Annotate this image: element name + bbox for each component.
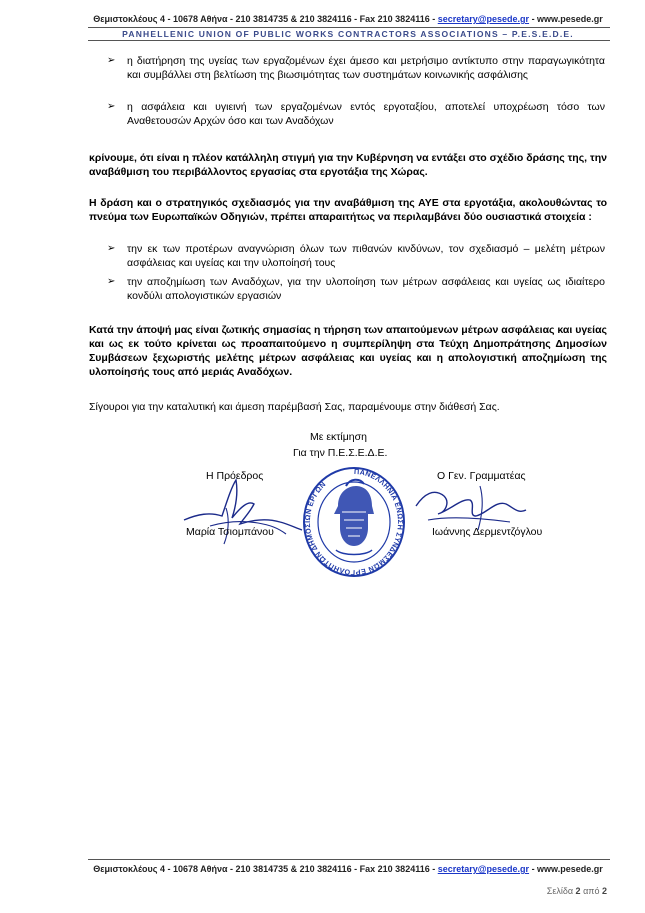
regards-text: Με εκτίμηση [310, 431, 367, 443]
page-current: 2 [575, 886, 581, 896]
page-middle: από [580, 886, 602, 896]
list-item-bullet-4 [107, 275, 605, 303]
header-email-link[interactable]: secretary@pesede.gr [437, 14, 530, 24]
paragraph-conclusion: κρίνουμε, ότι είναι η πλέον κατάλληλη στιγμή για την Κυβέρνηση να εντάξει στο σχέδιο δράσης της, την αναβάθμιση του περιβάλλοντος εργασίας στα εργοτάξια της Χώρας. [89, 152, 607, 178]
arrow-bullet-icon: ➢ [107, 243, 116, 254]
list-item-bullet-3 [107, 242, 605, 270]
president-title: Η Πρόεδρος [206, 470, 264, 482]
bullet-text: την αποζημίωση των Αναδόχων, για την υλοποίηση των μέτρων ασφάλειας και υγείας ως ιδιαίτερο κονδύλι απολογιστικών εργασιών [127, 276, 605, 302]
bullet-text: η διατήρηση της υγείας των εργαζομένων έχει άμεσο και μετρήσιμο αντίκτυπο στην παραγωγικότητα και συμβάλλει στη βελτίωση της βιωσιμότητας των συστημάτων κοινωνικής ασφάλισης [127, 55, 605, 81]
header-contact-line [88, 14, 608, 24]
header-address: Θεμιστοκλέους 4 - 10678 Αθήνα - 210 3814735 & 210 3824116 - Fax 210 3824116 - [93, 14, 438, 24]
organization-seal [302, 466, 406, 578]
bullet-text: την εκ των προτέρων αναγνώριση όλων των πιθανών κινδύνων, τον σχεδιασμό – μελέτη μέτρων ασφάλειας και υγείας και την υλοποίησή τους [127, 243, 605, 269]
page-number [547, 886, 607, 896]
footer-rule [88, 859, 610, 860]
header-rule-bottom [88, 40, 610, 41]
list-item-bullet-2 [107, 100, 605, 128]
arrow-bullet-icon: ➢ [107, 101, 116, 112]
footer-email-link[interactable]: secretary@pesede.gr [437, 864, 530, 874]
header-website[interactable]: - www.pesede.gr [529, 14, 603, 24]
president-name: Μαρία Τσιομπάνου [186, 526, 274, 538]
page-prefix: Σελίδα [546, 886, 576, 896]
bullet-text: η ασφάλεια και υγιεινή των εργαζομένων εντός εργοταξίου, αποτελεί υποχρέωση τόσο των Αναθετουσών Αρχών όσο και των Αναδόχων [127, 101, 605, 127]
secretary-title: Ο Γεν. Γραμματέας [437, 470, 526, 482]
organization-text: Για την Π.Ε.Σ.Ε.Δ.Ε. [293, 447, 388, 459]
list-item-bullet-1 [107, 54, 605, 82]
paragraph-strategy: Η δράση και ο στρατηγικός σχεδιασμός για την αναβάθμιση της ΑΥΕ στα εργοτάξια, ακολουθώντας το πνεύμα των Ευρωπαϊκών Οδηγιών, πρέπει απαραιτήτως να περιλαμβάνει δύο ουσιαστικά στοιχεία : [89, 197, 607, 223]
secretary-name: Ιωάννης Δερμεντζόγλου [432, 526, 543, 538]
footer-website[interactable]: - www.pesede.gr [529, 864, 603, 874]
header-rule [88, 27, 610, 28]
arrow-bullet-icon: ➢ [107, 276, 116, 287]
seal-text: ΠΑΝΕΛΛΗΝΙΑ ΕΝΩΣΗ ΣΥΝΔΕΣΜΩΝ ΕΡΓΟΛΗΠΤΩΝ ΔΗΜΟΣΙΩΝ ΕΡΓΩΝ [302, 466, 405, 578]
page-total: 2 [601, 886, 607, 896]
paragraph-opinion: Κατά την άποψή μας είναι ζωτικής σημασίας η τήρηση των απαιτούμενων μέτρων ασφάλειας και υγείας και ως εκ τούτο κρίνεται ως προαπαιτούμενο η συμπερίληψη στα Τεύχη Δημοπράτησης Δημοσίων Συμβάσεων ξεχωριστής μελέτης μέτρων ασφάλειας και υγείας και η απολογιστική αποζημίωση της υλοποίησής τους από μεριάς Αναδόχων. [89, 324, 607, 378]
closing-sentence: Σίγουροι για την καταλυτική και άμεση παρέμβασή Σας, παραμένουμε στην διάθεσή Σας. [89, 401, 500, 413]
header-union-name: PANHELLENIC UNION OF PUBLIC WORKS CONTRACTORS ASSOCIATIONS – P.E.S.E.D.E. [122, 29, 574, 39]
footer-contact-line [88, 864, 608, 874]
arrow-bullet-icon: ➢ [107, 55, 116, 66]
footer-address: Θεμιστοκλέους 4 - 10678 Αθήνα - 210 3814735 & 210 3824116 - Fax 210 3824116 - [93, 864, 438, 874]
